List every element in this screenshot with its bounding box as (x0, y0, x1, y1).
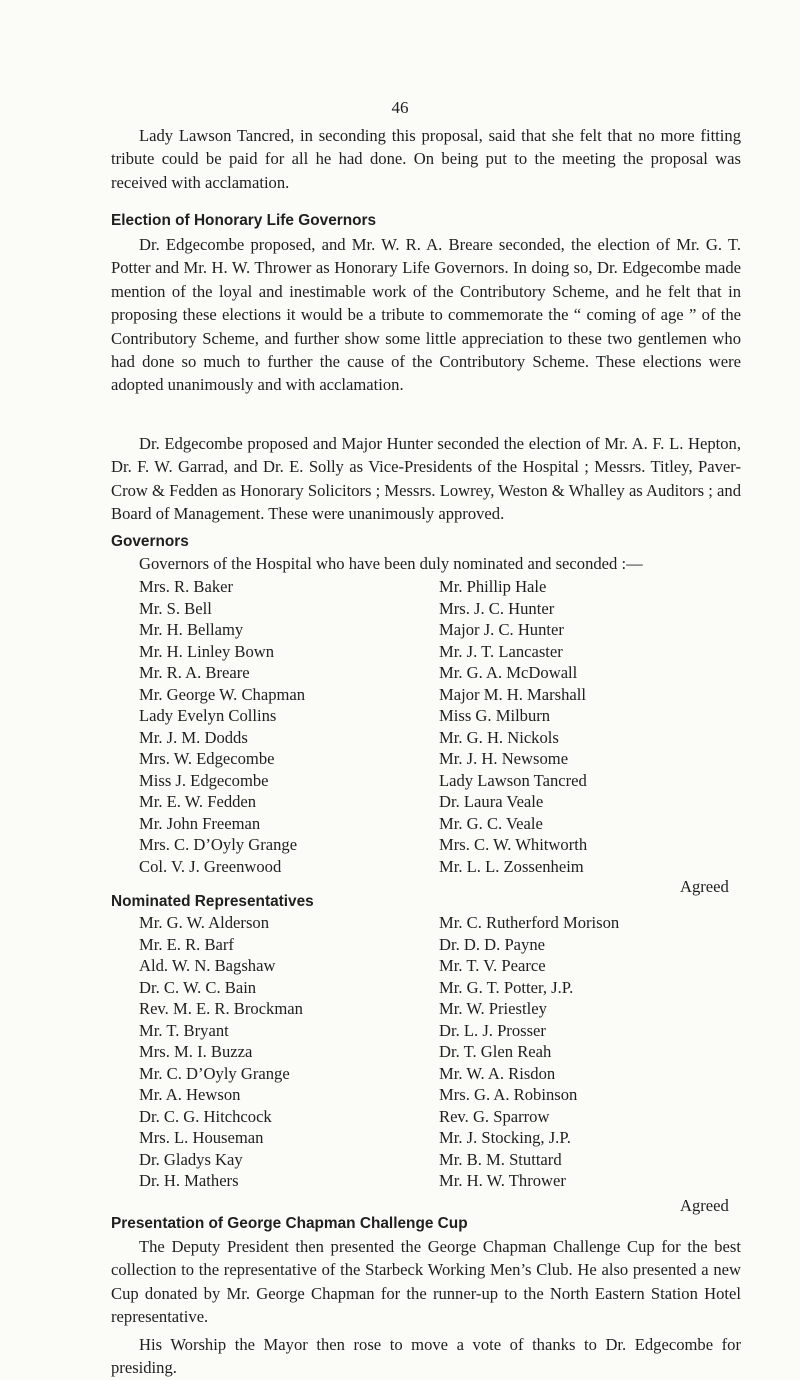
list-item: Mr. H. W. Thrower (439, 1171, 566, 1190)
heading-presentation: Presentation of George Chapman Challenge Cup (111, 1215, 468, 1232)
list-item: Col. V. J. Greenwood (139, 856, 282, 876)
agreed-governors: Agreed (680, 877, 729, 896)
list-item: Dr. D. D. Payne (439, 934, 546, 954)
list-item: Mrs. G. A. Robinson (439, 1085, 578, 1104)
list-item: Dr. C. W. C. Bain (139, 977, 257, 997)
paragraph-thanks: His Worship the Mayor then rose to move a vote of thanks to Dr. Edgecombe for presiding. (111, 1335, 741, 1378)
list-item: Mr. C. Rutherford Morison (439, 913, 620, 932)
list-item: Mr. John Freeman (139, 813, 261, 833)
list-item: Mr. George W. Chapman (139, 684, 306, 704)
list-item: Mr. B. M. Stuttard (439, 1149, 562, 1169)
paragraph-election-2: Dr. Edgecombe proposed and Major Hunter seconded the election of Mr. A. F. L. Hepton, Dr. F. W. Garrad, and Dr. E. Solly as Vice-Presidents of the Hospital ; Messrs. Titley, Paver-Crow & Fedden as Honorary Solicitors ; Messrs. Lowrey, Weston & Whalley as Auditors ; and Board of Management. These were unanimously approved. (111, 434, 741, 524)
list-item: Mrs. L. Houseman (139, 1128, 264, 1147)
list-item: Mrs. R. Baker (139, 577, 234, 596)
list-item: Dr. L. J. Prosser (439, 1020, 546, 1040)
list-item: Mr. G. C. Veale (439, 813, 543, 833)
list-item: Ald. W. N. Bagshaw (139, 956, 276, 975)
nominated-left-list (139, 912, 303, 1192)
list-item: Lady Lawson Tancred (439, 770, 587, 790)
list-item: Mr. R. A. Breare (139, 663, 250, 682)
heading-nominated: Nominated Representatives (111, 893, 314, 910)
agreed-nominated: Agreed (680, 1196, 729, 1215)
list-item: Mrs. C. W. Whitworth (439, 835, 588, 854)
list-item: Mr. E. W. Fedden (139, 792, 257, 811)
list-item: Dr. Laura Veale (439, 792, 544, 811)
list-item: Mr. A. Hewson (139, 1085, 241, 1104)
list-item: Mr. W. Priestley (439, 999, 547, 1018)
list-item: Mr. J. Stocking, J.P. (439, 1128, 571, 1147)
governors-left-list (139, 576, 305, 877)
list-item: Dr. C. G. Hitchcock (139, 1106, 272, 1126)
governors-intro: Governors of the Hospital who have been duly nominated and seconded :— (139, 554, 643, 573)
list-item: Dr. H. Mathers (139, 1171, 239, 1190)
governors-right-list (439, 576, 587, 877)
list-item: Mr. J. H. Newsome (439, 749, 569, 768)
list-item: Mr. W. A. Risdon (439, 1063, 556, 1083)
list-item: Dr. Gladys Kay (139, 1149, 243, 1169)
list-item: Miss G. Milburn (439, 706, 551, 725)
heading-governors: Governors (111, 533, 189, 550)
nominated-right-list (439, 912, 619, 1192)
list-item: Mrs. W. Edgecombe (139, 749, 275, 768)
paragraph-presentation: The Deputy President then presented the George Chapman Challenge Cup for the best collection to the representative of the Starbeck Working Men’s Club. He also presented a new Cup donated by Mr. George Chapman for the runner-up to the North Eastern Station Hotel representative. (111, 1237, 741, 1327)
list-item: Mrs. C. D’Oyly Grange (139, 835, 298, 854)
list-item: Mrs. J. C. Hunter (439, 598, 555, 618)
list-item: Miss J. Edgecombe (139, 770, 269, 790)
list-item: Mr. G. W. Alderson (139, 913, 269, 932)
list-item: Mr. J. M. Dodds (139, 727, 248, 747)
list-item: Mr. Phillip Hale (439, 577, 547, 596)
list-item: Mr. H. Linley Bown (139, 641, 275, 661)
list-item: Mr. E. R. Barf (139, 934, 234, 954)
list-item: Mr. H. Bellamy (139, 620, 244, 639)
list-item: Mr. G. H. Nickols (439, 727, 559, 747)
list-item: Lady Evelyn Collins (139, 706, 277, 725)
list-item: Mr. G. T. Potter, J.P. (439, 977, 574, 997)
list-item: Mr. J. T. Lancaster (439, 641, 563, 661)
list-item: Rev. M. E. R. Brockman (139, 999, 303, 1018)
list-item: Mr. C. D’Oyly Grange (139, 1063, 290, 1083)
list-item: Mr. S. Bell (139, 598, 212, 618)
list-item: Dr. T. Glen Reah (439, 1042, 552, 1061)
list-item: Mr. T. Bryant (139, 1020, 229, 1040)
paragraph-election-1: Dr. Edgecombe proposed, and Mr. W. R. A. Breare seconded, the election of Mr. G. T. Potter and Mr. H. W. Thrower as Honorary Life Governors. In doing so, Dr. Edgecombe made mention of the loyal and inestimable work of the Contributory Scheme, and he felt that in proposing these elections it would be a tribute to commemorate the “ coming of age ” of the Contributory Scheme, and further show some little appreciation to these two gentlemen who had done so much to further the cause of the Contributory Scheme. These elections were adopted unanimously and with acclamation. (111, 235, 741, 395)
heading-election: Election of Honorary Life Governors (111, 212, 377, 229)
list-item: Major J. C. Hunter (439, 620, 564, 639)
list-item: Mrs. M. I. Buzza (139, 1042, 253, 1061)
list-item: Major M. H. Marshall (439, 684, 587, 704)
paragraph-seconding: Lady Lawson Tancred, in seconding this proposal, said that she felt that no more fitting tribute could be paid for all he had done. On being put to the meeting the proposal was received with acclamation. (111, 126, 741, 192)
page-number: 46 (391, 98, 409, 117)
list-item: Mr. T. V. Pearce (439, 956, 546, 975)
list-item: Mr. G. A. McDowall (439, 663, 578, 682)
list-item: Rev. G. Sparrow (439, 1106, 550, 1126)
list-item: Mr. L. L. Zossenheim (439, 856, 584, 876)
